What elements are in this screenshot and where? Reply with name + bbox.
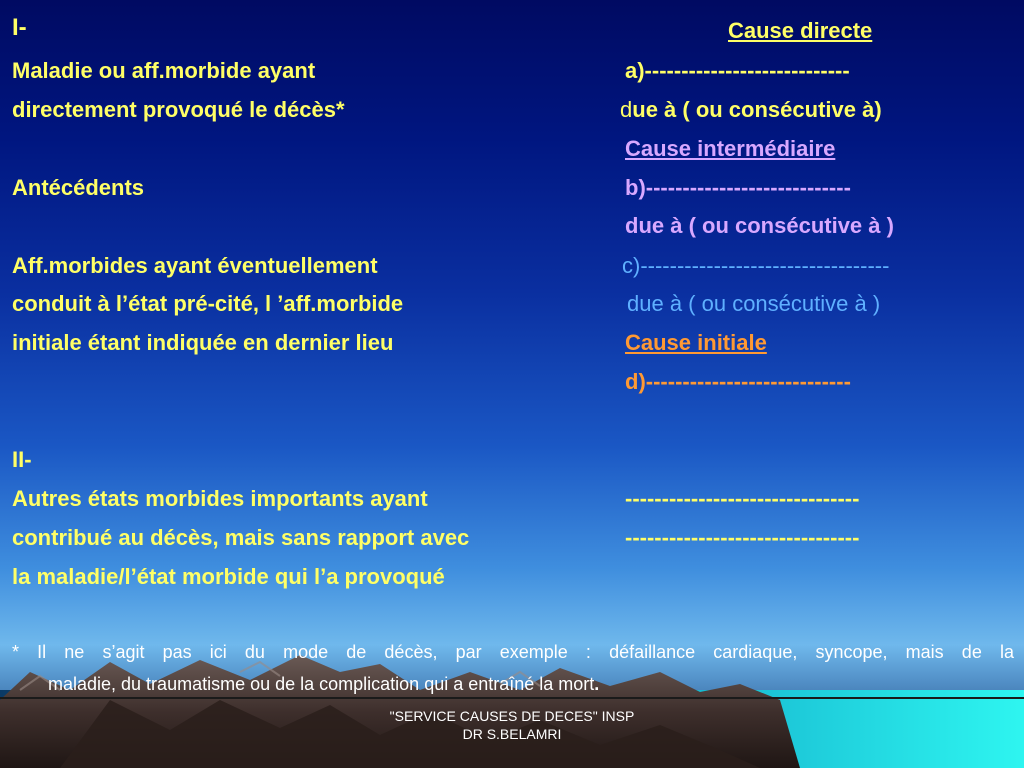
credit-line-2: DR S.BELAMRI	[462, 726, 562, 742]
footnote-line-2-text: maladie, du traumatisme ou de la complication qui a entraîné la mort	[48, 674, 595, 694]
footnote-line-1: * Il ne s’agit pas ici du mode de décès, par exemple : défaillance cardiaque, syncope, mais de la	[12, 642, 1014, 662]
credit-line-1: "SERVICE CAUSES DE DECES" INSP	[389, 708, 635, 724]
section2-label: II-	[12, 447, 32, 472]
footnote-line-2	[12, 668, 1014, 700]
left-line-6: initiale étant indiquée en dernier lieu	[12, 330, 394, 355]
cause-initiale-heading: Cause initiale	[625, 330, 767, 355]
b-due-text: due à ( ou consécutive à )	[625, 213, 894, 238]
cause-directe-heading: Cause directe	[728, 18, 873, 43]
left-line-3: Antécédents	[12, 175, 145, 200]
footnote	[12, 636, 1014, 700]
a-due-rest: ue à ( ou consécutive à)	[632, 97, 882, 122]
section1-label: I-	[12, 14, 27, 41]
section2-line-3: la maladie/l’état morbide qui l’a provoqué	[12, 564, 445, 589]
c-line: c)----------------------------------	[622, 253, 890, 278]
b-line: b)----------------------------	[625, 175, 851, 200]
left-line-1: Maladie ou aff.morbide ayant	[12, 58, 316, 83]
a-due-first: d	[620, 97, 633, 122]
section2-dash-1: --------------------------------	[625, 486, 860, 511]
left-line-5: conduit à l’état pré-cité, l ’aff.morbide	[12, 291, 404, 316]
d-line: d)----------------------------	[625, 369, 851, 394]
left-line-4: Aff.morbides ayant éventuellement	[12, 253, 378, 278]
footnote-line-2-end: .	[594, 674, 600, 694]
left-line-2: directement provoqué le décès*	[12, 97, 345, 122]
footer-divider	[0, 697, 1024, 699]
section2-line-2: contribué au décès, mais sans rapport avec	[12, 525, 470, 550]
section2-line-1: Autres états morbides importants ayant	[12, 486, 428, 511]
a-line: a)----------------------------	[625, 58, 850, 83]
cause-intermediaire-heading: Cause intermédiaire	[625, 136, 836, 161]
a-due-text	[620, 97, 882, 123]
section2-dash-2: --------------------------------	[625, 525, 860, 550]
c-due-text: due à ( ou consécutive à )	[627, 291, 881, 316]
